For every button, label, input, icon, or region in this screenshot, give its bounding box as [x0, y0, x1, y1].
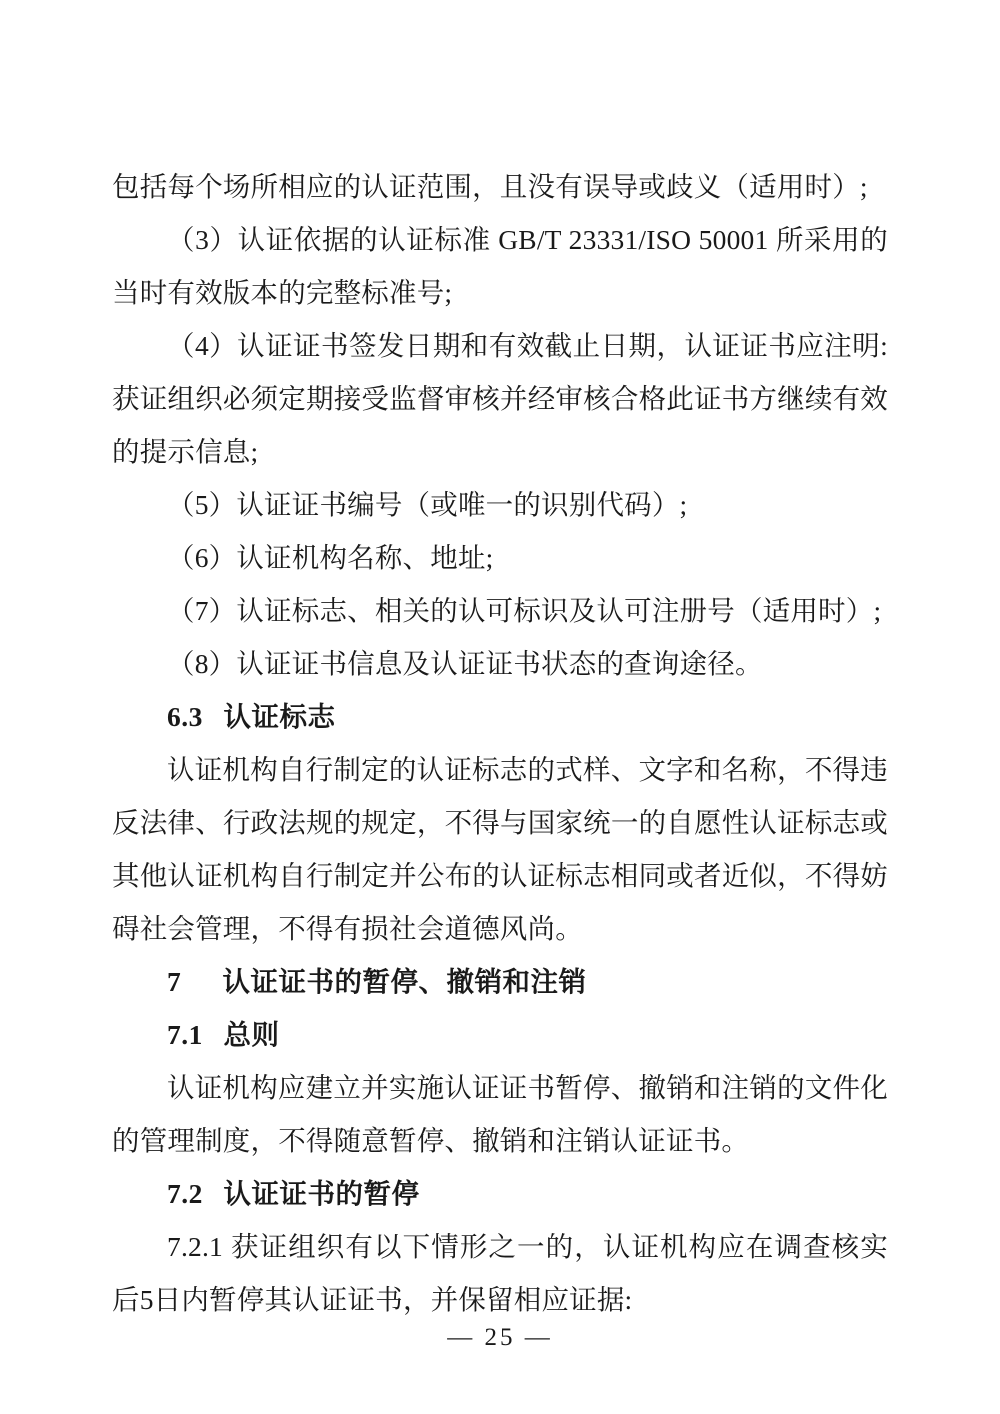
section-number-7: 7: [167, 966, 182, 997]
page-number: — 25 —: [447, 1324, 553, 1351]
section-heading-7-2: [112, 1167, 888, 1220]
section-heading-7-1: [112, 1008, 888, 1061]
list-item-7: （7）认证标志、相关的认可标识及认可注册号（适用时）;: [167, 595, 882, 626]
list-item-8: （8）认证证书信息及认证证书状态的查询途径。: [167, 648, 763, 679]
document-body: [112, 160, 888, 1326]
list-item-4: （4）认证证书签发日期和有效截止日期，认证证书应注明:获证组织必须定期接受监督审核并经审核合格此证书方继续有效的提示信息;: [112, 330, 888, 467]
section-title-6-3: 认证标志: [223, 701, 336, 732]
paragraph-6-3: 认证机构自行制定的认证标志的式样、文字和名称，不得违反法律、行政法规的规定，不得与国家统一的自愿性认证标志或其他认证机构自行制定并公布的认证标志相同或者近似，不得妨碍社会管理，不得有损社会道德风尚。: [112, 754, 888, 944]
section-title-7-1: 总则: [223, 1019, 280, 1050]
list-item-6: （6）认证机构名称、地址;: [167, 542, 494, 573]
paragraph-7-2-1: 7.2.1 获证组织有以下情形之一的，认证机构应在调查核实后5日内暂停其认证证书，并保留相应证据:: [112, 1231, 888, 1315]
list-item-5: （5）认证证书编号（或唯一的识别代码）;: [167, 489, 688, 520]
section-number-7-1: 7.1: [167, 1019, 203, 1050]
section-title-7-2: 认证证书的暂停: [223, 1178, 420, 1209]
section-number-7-2: 7.2: [167, 1178, 203, 1209]
list-item-3: （3）认证依据的认证标准 GB/T 23331/ISO 50001 所采用的当时有效版本的完整标准号;: [112, 224, 888, 308]
section-heading-6-3: [112, 690, 888, 743]
section-number-6-3: 6.3: [167, 701, 203, 732]
section-heading-7: [112, 955, 888, 1008]
paragraph-7-1: 认证机构应建立并实施认证证书暂停、撤销和注销的文件化的管理制度，不得随意暂停、撤销和注销认证证书。: [112, 1072, 888, 1156]
paragraph-continued: 包括每个场所相应的认证范围，且没有误导或歧义（适用时）;: [112, 171, 868, 202]
section-title-7: 认证证书的暂停、撤销和注销: [222, 966, 587, 997]
